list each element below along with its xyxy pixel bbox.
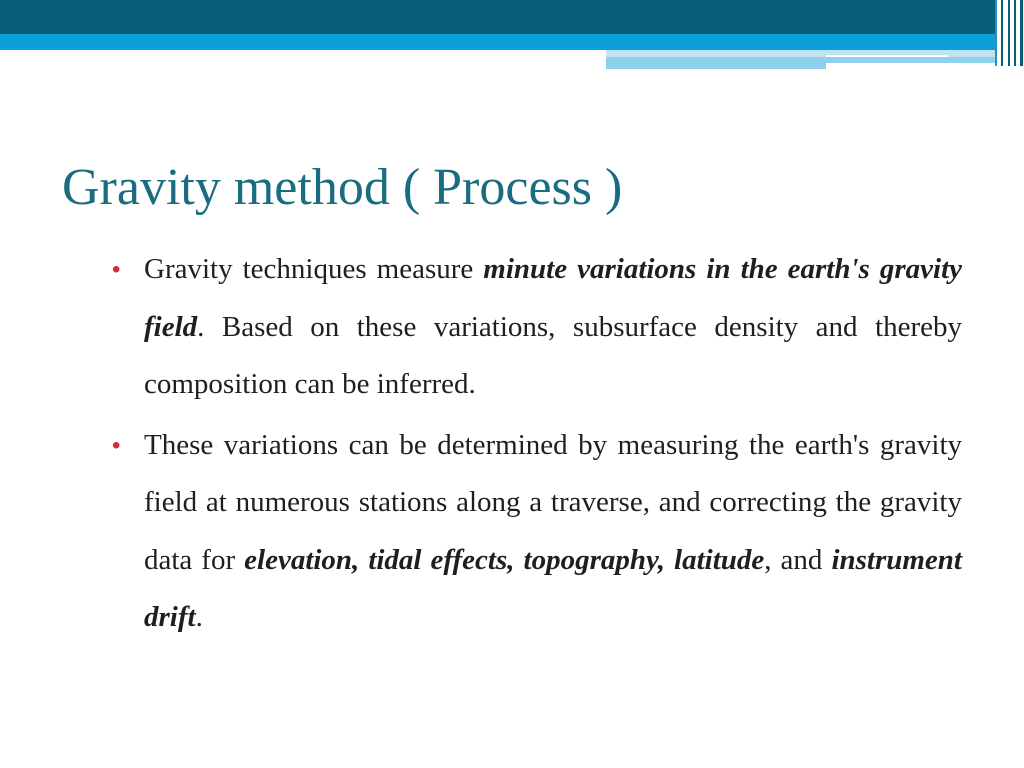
bullet-text-segment: Gravity techniques measure [144,253,484,285]
slide-title: Gravity method ( Process ) [62,159,623,216]
header-vertical-line [1008,0,1010,66]
bullet-text-segment: , and [764,543,832,576]
bullet-text-segment: . Based on these variations, subsurface density and thereby composition can be inferred. [144,310,962,400]
bullet-item [112,241,962,414]
bullet-text-emphasis: elevation, tidal effects, topography, latitude [244,543,765,576]
header-vertical-line [1014,0,1016,66]
header-band-dark [0,0,995,34]
header-band-blue [0,34,995,50]
header-vertical-line [1020,0,1023,66]
bullet-item [112,417,962,647]
header-accent-short [606,63,826,69]
bullet-text [144,417,962,647]
bullet-text-segment: These variations can be determined by measuring the earth's gravity field at numerous stations along a traverse, and correcting the gravity data for [144,428,962,576]
bullet-text-emphasis: instrument drift [144,543,962,633]
bullet-text [144,241,962,414]
bullet-list [112,241,962,650]
bullet-text-segment: . [195,601,203,633]
bullet-dot-icon: • [112,256,121,283]
header-vertical-line [1001,0,1003,66]
header-accent-line [826,55,948,57]
bullet-text-emphasis: minute variations in the earth's gravity field [144,253,962,343]
bullet-dot-icon: • [112,431,121,459]
header-vertical-line [995,0,997,66]
